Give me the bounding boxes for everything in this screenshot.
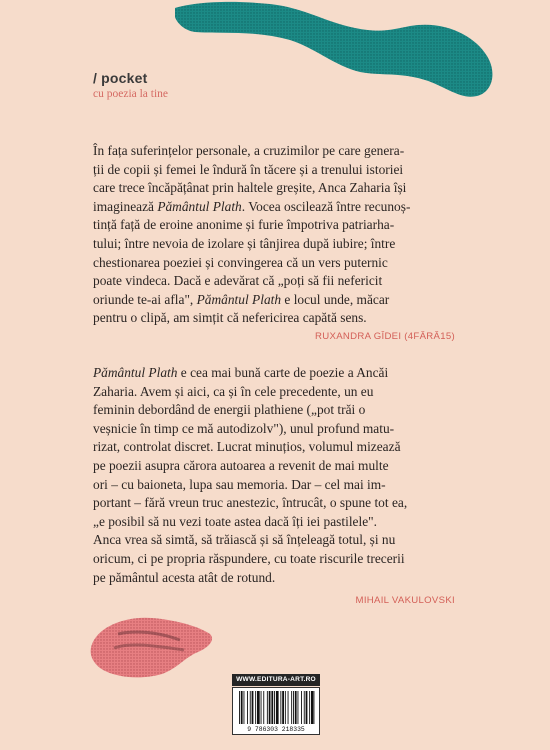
barcode-bar bbox=[239, 691, 240, 724]
barcode-bar bbox=[263, 691, 264, 724]
barcode-bar bbox=[298, 691, 299, 724]
quote-line: În fața suferințelor personale, a cruzimilor pe care genera- bbox=[93, 143, 405, 158]
quote-line: pentru o clipă, am simțit că nefericirea capătă sens. bbox=[93, 310, 367, 326]
barcode-bar bbox=[261, 691, 262, 724]
barcode-bar bbox=[288, 691, 289, 724]
barcode-bar bbox=[250, 691, 251, 724]
barcode-bar bbox=[274, 691, 275, 724]
quote-line: rizat, controlat discret. Lucrat minuțios, volumul mizează bbox=[93, 439, 401, 455]
quote-line: ori – cu baioneta, lupa sau memoria. Dar – cel mai im- bbox=[93, 476, 386, 492]
barcode-bar bbox=[306, 691, 308, 724]
quote-line: Zaharia. Avem și aici, ca și în cele precedente, un eu bbox=[93, 383, 374, 399]
series-brand bbox=[93, 70, 168, 100]
quote-line: „e posibil să nu vezi toate astea dacă îți iei pastilele". bbox=[93, 513, 377, 529]
barcode-bar bbox=[285, 691, 286, 724]
barcode-bar bbox=[311, 691, 314, 724]
barcode-bar bbox=[304, 691, 305, 724]
barcode-bar bbox=[241, 691, 243, 724]
barcode-bar bbox=[252, 691, 254, 724]
quote-line: veșnicie în timp ce mă autodizolv"), unul profund matu- bbox=[93, 420, 395, 436]
quote-line: tului; între nevoia de izolare și tânjirea după iubire; între bbox=[93, 235, 396, 251]
barcode-bar bbox=[247, 691, 248, 724]
barcode-bar bbox=[269, 691, 271, 724]
barcode-bar bbox=[271, 691, 273, 724]
quote-line: chestionarea poeziei și convingerea că un vers puternic bbox=[93, 254, 388, 270]
quote-line: ții de copii și femei le îndură în tăcere și a trenului istoriei bbox=[93, 161, 404, 177]
barcode-bar bbox=[282, 691, 284, 724]
blurb-quote-2 bbox=[93, 364, 455, 587]
quote-line: poate vindeca. Dacă e adevărat că „poți să fii nefericit bbox=[93, 273, 383, 289]
blurb-quote-1 bbox=[93, 142, 455, 328]
series-tagline: cu poezia la tine bbox=[93, 88, 169, 100]
barcode-bar bbox=[295, 691, 297, 724]
barcode-bar bbox=[276, 691, 279, 724]
series-name: / pocket bbox=[93, 70, 148, 86]
quote-line: Anca vrea să simtă, să trăiască și să înțeleagă totul, și nu bbox=[93, 532, 396, 548]
pink-blob-decoration bbox=[88, 612, 218, 682]
quote-line: imaginează Pământul Plath. Vocea oscilează între recunoș- bbox=[93, 198, 411, 214]
quote-line: tință față de eroine anonime și furie împotriva patriarha- bbox=[93, 217, 395, 233]
quote-line: pe poezii asupra cărora autoarea a revenit de mai multe bbox=[93, 457, 389, 473]
attribution-mihail-vakulovski: MIHAIL VAKULOVSKI bbox=[355, 595, 455, 606]
barcode-bar bbox=[244, 691, 245, 724]
quote-line: feminin debordând de energii plathiene („pot trăi o bbox=[93, 402, 366, 418]
isbn-barcode bbox=[232, 687, 320, 735]
isbn-number: 9 786303 218335 bbox=[247, 726, 305, 733]
quote-line: portant – fără vreun truc anestezic, întrucât, o spune tot ea, bbox=[93, 495, 408, 511]
barcode-bar bbox=[280, 691, 281, 724]
attribution-ruxandra-gidei: RUXANDRA GÎDEI (4FĂRĂ15) bbox=[315, 331, 455, 342]
publisher-website: WWW.EDITURA-ART.RO bbox=[232, 674, 320, 686]
teal-blob-decoration bbox=[175, 0, 505, 100]
quote-line: care trece încăpățânat prin haltele greșite, Anca Zaharia își bbox=[93, 180, 407, 196]
quote-line: Pământul Plath e cea mai bună carte de poezie a Ancăi bbox=[93, 365, 389, 380]
quote-line: oriunde te-ai afla", Pământul Plath e locul unde, măcar bbox=[93, 291, 390, 307]
barcode-bars bbox=[239, 691, 315, 724]
quote-line: pe pământul acesta atât de rotund. bbox=[93, 569, 276, 585]
barcode-bar bbox=[255, 691, 256, 724]
barcode-bar bbox=[293, 691, 294, 724]
quote-line: oricum, ci pe propria răspundere, cu toate riscurile trecerii bbox=[93, 550, 405, 566]
barcode-bar bbox=[291, 691, 292, 724]
barcode-bar bbox=[309, 691, 310, 724]
barcode-bar bbox=[301, 691, 302, 724]
barcode-bar bbox=[257, 691, 260, 724]
barcode-bar bbox=[267, 691, 268, 724]
